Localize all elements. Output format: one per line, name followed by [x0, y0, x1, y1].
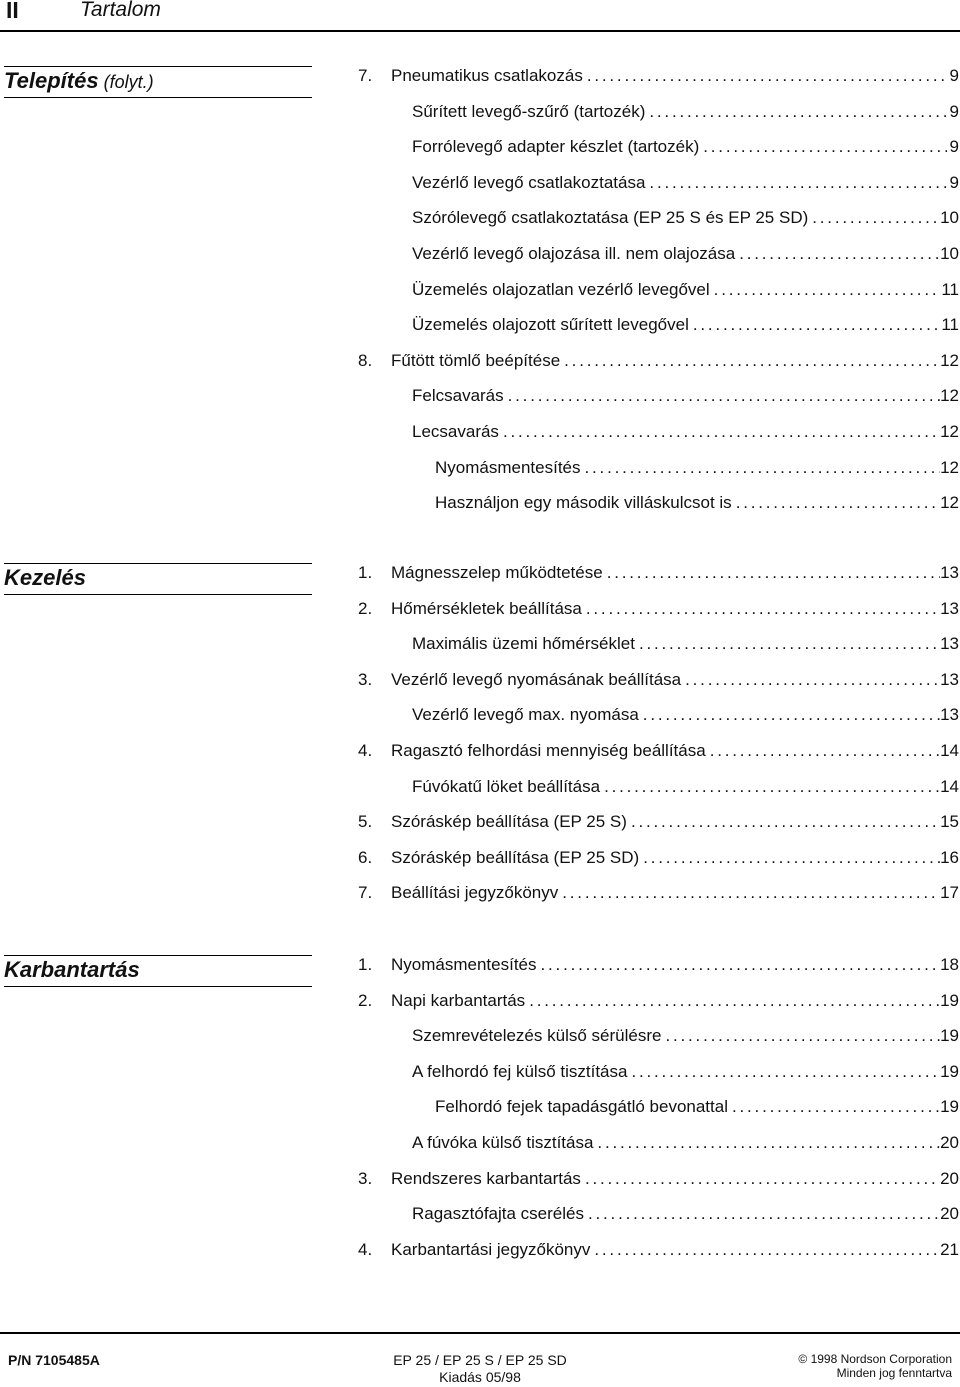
toc-entry-number: 4.	[358, 741, 373, 760]
toc-entry-number: 1.	[358, 563, 373, 582]
toc-entry-label: Vezérlő levegő max. nyomása	[412, 705, 639, 725]
dot-leader	[593, 1131, 940, 1155]
toc-entry-label: Sűrített levegő-szűrő (tartozék)	[412, 101, 646, 121]
toc-entry-label: Fűtött tömlő beépítése	[391, 350, 561, 370]
toc-entry-label: Pneumatikus csatlakozás	[391, 66, 583, 85]
toc-entry[interactable]	[412, 420, 959, 444]
toc-entry-label: A fúvóka külső tisztítása	[412, 1133, 594, 1152]
toc-entry-page: 14	[940, 741, 959, 760]
rights-notice: Minden jog fenntartva	[836, 1366, 952, 1380]
page-footer	[0, 1332, 960, 1387]
toc-entry-number: 3.	[358, 1168, 373, 1188]
dot-leader	[635, 632, 940, 656]
toc-entry-page: 10	[940, 208, 959, 228]
toc-entry-page: 13	[940, 598, 959, 618]
dot-leader	[600, 775, 940, 799]
toc-entry[interactable]	[435, 491, 959, 515]
dot-leader	[581, 456, 941, 480]
toc-entry[interactable]	[358, 881, 959, 905]
toc-entry[interactable]	[412, 206, 959, 230]
dot-leader	[710, 278, 942, 302]
toc-entry-label: Használjon egy második villáskulcsot is	[435, 493, 732, 513]
toc-entry-label: Fúvókatű löket beállítása	[412, 776, 601, 796]
toc-entry-label: Szemrevételezés külső sérülésre	[412, 1026, 662, 1046]
model-list: EP 25 / EP 25 S / EP 25 SD	[393, 1352, 567, 1368]
section-rule-top	[4, 955, 312, 956]
toc-entry-page: 12	[940, 386, 959, 406]
dot-leader	[584, 1202, 940, 1226]
section-title	[4, 565, 86, 591]
toc-entry[interactable]	[435, 456, 959, 480]
section-title	[4, 957, 140, 983]
dot-leader	[581, 1167, 940, 1191]
toc-entry[interactable]	[358, 810, 959, 834]
toc-entry-label: Maximális üzemi hőmérséklet	[412, 634, 635, 654]
dot-leader	[627, 810, 940, 834]
toc-entry[interactable]	[412, 278, 959, 302]
toc-entry-label: Karbantartási jegyzőkönyv	[391, 1239, 591, 1259]
header-rule	[0, 30, 960, 32]
dot-leader	[681, 668, 940, 692]
toc-entry-label: Nyomásmentesítés	[391, 955, 537, 974]
toc-entry[interactable]	[358, 349, 959, 373]
dot-leader	[603, 561, 940, 585]
section-rule-bottom	[4, 97, 312, 98]
toc-entry-page: 12	[940, 493, 959, 513]
toc-entry[interactable]	[412, 1202, 959, 1226]
dot-leader	[728, 1095, 940, 1119]
toc-entry-number: 8.	[358, 350, 373, 370]
toc-entry-page: 19	[940, 1061, 959, 1081]
toc-entry-number: 6.	[358, 847, 373, 867]
dot-leader	[583, 64, 947, 88]
footer-rule	[0, 1332, 960, 1334]
toc-entry-label: Napi karbantartás	[391, 990, 526, 1010]
toc-entry[interactable]	[358, 953, 959, 977]
section-rule-bottom	[4, 986, 312, 987]
dot-leader	[639, 703, 940, 727]
footer-right	[798, 1352, 952, 1380]
toc-entry[interactable]	[412, 171, 959, 195]
toc-entry[interactable]	[412, 135, 959, 159]
toc-entry-label: Ragasztó felhordási mennyiség beállítása	[391, 741, 706, 760]
toc-entry-page: 11	[941, 315, 959, 335]
toc-entry[interactable]	[412, 1060, 959, 1084]
section-title-text: Karbantartás	[4, 957, 140, 982]
toc-entry[interactable]	[412, 100, 959, 124]
page-number: II	[6, 0, 19, 23]
toc-entry-number: 2.	[358, 598, 373, 618]
toc-entry-page: 19	[940, 1097, 959, 1117]
toc-entry-page: 9	[949, 101, 959, 121]
toc-entry-label: Vezérlő levegő nyomásának beállítása	[391, 669, 682, 689]
dot-leader	[558, 881, 940, 905]
toc-entry-page: 12	[940, 457, 959, 477]
toc-entry-page: 12	[940, 350, 959, 370]
toc-entry[interactable]	[358, 1167, 959, 1191]
toc-entry-label: Szórólevegő csatlakoztatása (EP 25 S és EP 25 SD)	[412, 208, 809, 228]
toc-entry-number: 4.	[358, 1239, 373, 1259]
section-title-text: Telepítés	[4, 68, 99, 93]
toc-entry[interactable]	[412, 384, 959, 408]
dot-leader	[499, 420, 940, 444]
toc-entry-label: Hőmérsékletek beállítása	[391, 598, 582, 618]
dot-leader	[560, 349, 940, 373]
section-title-suffix: (folyt.)	[103, 72, 154, 92]
toc-entry-page: 13	[940, 669, 959, 689]
toc-entry-label: A felhordó fej külső tisztítása	[412, 1061, 628, 1081]
toc-entry-label: Szóráskép beállítása (EP 25 SD)	[391, 847, 640, 867]
section-title	[4, 68, 154, 94]
toc-entry-page: 13	[940, 563, 959, 582]
section-rule-top	[4, 66, 312, 67]
toc-entry-number: 3.	[358, 669, 373, 689]
toc-entry-label: Üzemelés olajozott sűrített levegővel	[412, 315, 689, 335]
footer-center	[380, 1352, 580, 1386]
toc-entry-label: Forrólevegő adapter készlet (tartozék)	[412, 137, 700, 157]
toc-entry-label: Rendszeres karbantartás	[391, 1168, 581, 1188]
toc-entry-label: Felcsavarás	[412, 386, 504, 406]
dot-leader	[699, 135, 947, 159]
dot-leader	[537, 953, 941, 977]
toc-entry-page: 21	[940, 1239, 959, 1259]
part-number: P/N 7105485A	[8, 1352, 100, 1368]
dot-leader	[732, 491, 940, 515]
toc-entry[interactable]	[412, 703, 959, 727]
toc-entry-label: Szóráskép beállítása (EP 25 S)	[391, 812, 627, 832]
toc-entry-page: 20	[940, 1204, 959, 1224]
section-rule-top	[4, 563, 312, 564]
toc-entry-page: 13	[940, 634, 959, 654]
toc-entry-page: 9	[949, 137, 959, 157]
toc-entry-page: 13	[940, 705, 959, 725]
dot-leader	[627, 1060, 940, 1084]
toc-entry-page: 19	[940, 1026, 959, 1046]
toc-entry-page: 12	[940, 422, 959, 441]
toc-entry-page: 14	[940, 776, 959, 796]
toc-entry-label: Lecsavarás	[412, 422, 499, 441]
toc-entry-page: 20	[940, 1168, 959, 1188]
toc-entry-number: 7.	[358, 66, 373, 85]
dot-leader	[525, 989, 940, 1013]
toc-entry-page: 10	[940, 244, 959, 263]
edition: Kiadás 05/98	[439, 1369, 521, 1385]
dot-leader	[582, 597, 940, 621]
dot-leader	[689, 313, 941, 337]
dot-leader	[645, 100, 947, 124]
toc-entry[interactable]	[412, 1131, 959, 1155]
toc-entry[interactable]	[358, 1238, 959, 1262]
toc-entry[interactable]	[412, 1024, 959, 1048]
section-title-text: Kezelés	[4, 565, 86, 590]
toc-entry[interactable]	[412, 775, 959, 799]
page-title: Tartalom	[80, 0, 161, 21]
toc-entry-label: Üzemelés olajozatlan vezérlő levegővel	[412, 279, 710, 299]
toc-entry-number: 7.	[358, 883, 373, 903]
toc-entry-page: 15	[940, 812, 959, 832]
toc-entry-page: 16	[940, 847, 959, 867]
toc-entry[interactable]	[435, 1095, 959, 1119]
toc-entry[interactable]	[412, 632, 959, 656]
dot-leader	[590, 1238, 940, 1262]
toc-entry-label: Mágnesszelep működtetése	[391, 563, 603, 582]
toc-entry[interactable]	[358, 846, 959, 870]
toc-entry-label: Beállítási jegyzőkönyv	[391, 883, 559, 903]
toc-entry-page: 17	[940, 883, 959, 903]
toc-entry-number: 2.	[358, 990, 373, 1010]
dot-leader	[808, 206, 940, 230]
dot-leader	[706, 739, 940, 763]
copyright: © 1998 Nordson Corporation	[798, 1352, 952, 1366]
dot-leader	[504, 384, 940, 408]
toc-entry-number: 1.	[358, 955, 373, 974]
toc-entry-label: Vezérlő levegő csatlakoztatása	[412, 172, 646, 192]
dot-leader	[639, 846, 940, 870]
dot-leader	[661, 1024, 940, 1048]
page-header	[0, 0, 960, 24]
toc-entry[interactable]	[412, 313, 959, 337]
toc-entry[interactable]	[358, 597, 959, 621]
toc-entry-page: 18	[940, 955, 959, 974]
toc-entry[interactable]	[358, 989, 959, 1013]
toc-entry-page: 9	[949, 172, 959, 192]
toc-entry-label: Nyomásmentesítés	[435, 457, 581, 477]
toc-entry-number: 5.	[358, 812, 373, 832]
toc-entry-label: Felhordó fejek tapadásgátló bevonattal	[435, 1097, 728, 1117]
section-rule-bottom	[4, 594, 312, 595]
toc-entry[interactable]	[358, 561, 959, 585]
toc-entry-page: 9	[949, 66, 959, 85]
dot-leader	[645, 171, 947, 195]
toc-entry[interactable]	[358, 64, 959, 88]
toc-entry-label: Ragasztófajta cserélés	[412, 1204, 584, 1224]
toc-entry-page: 11	[941, 279, 959, 299]
toc-entry[interactable]	[358, 739, 959, 763]
dot-leader	[735, 242, 940, 266]
toc-entry-label: Vezérlő levegő olajozása ill. nem olajozása	[412, 244, 736, 263]
toc-entry-page: 20	[940, 1133, 959, 1152]
toc-entry-page: 19	[940, 990, 959, 1010]
toc-entry[interactable]	[412, 242, 959, 266]
toc-entry[interactable]	[358, 668, 959, 692]
